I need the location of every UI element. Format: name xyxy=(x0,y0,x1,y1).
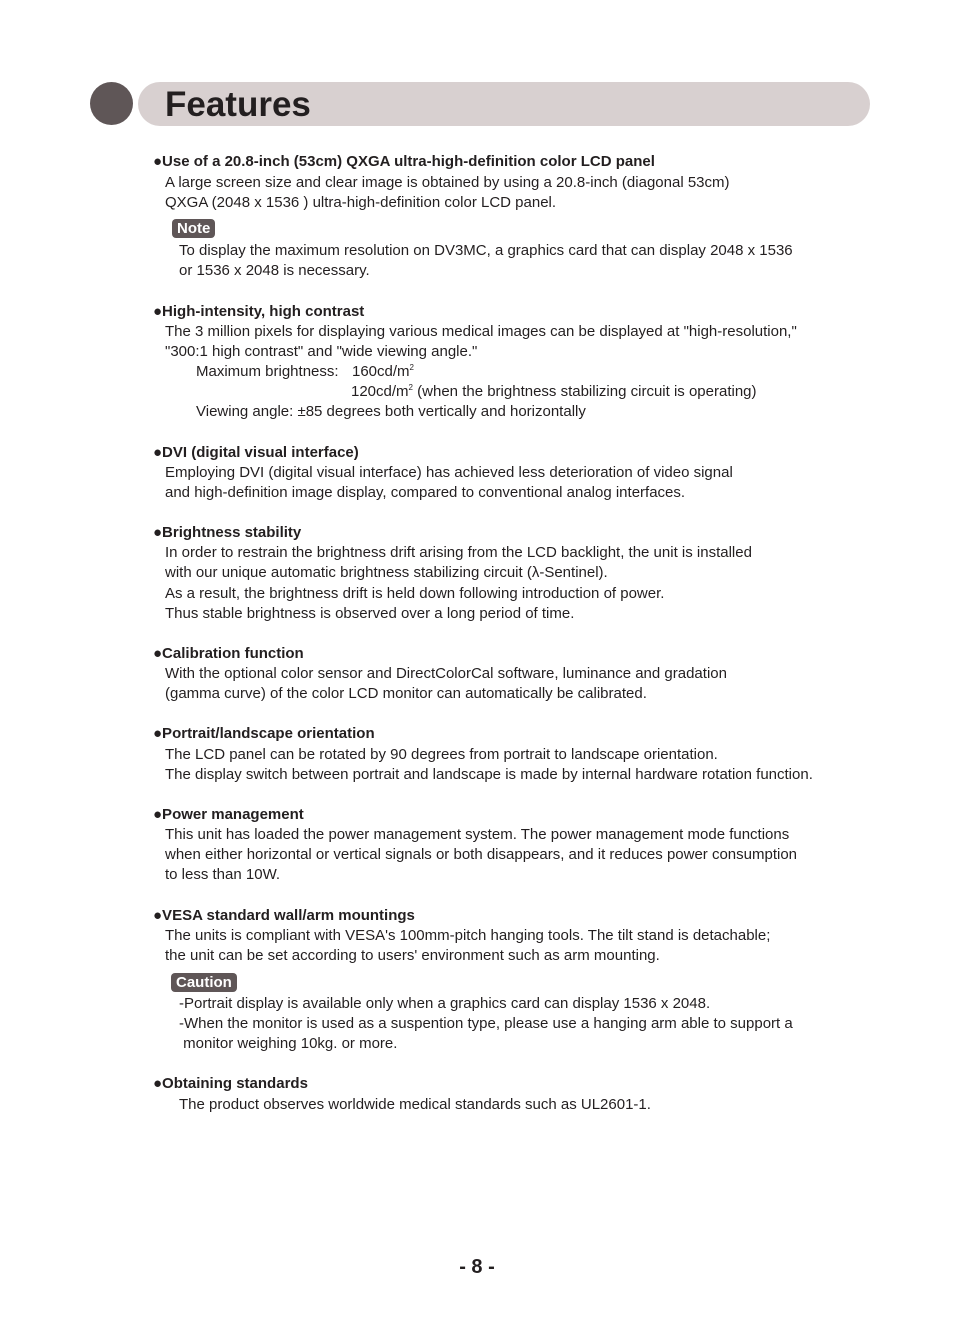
section-text: and high-definition image display, compared to conventional analog interfaces. xyxy=(165,484,686,501)
section-text: the unit can be set according to users' environment such as arm mounting. xyxy=(165,947,660,964)
note-text: or 1536 x 2048 is necessary. xyxy=(179,262,370,279)
section-text: (gamma curve) of the color LCD monitor can automatically be calibrated. xyxy=(165,685,647,702)
header-banner xyxy=(138,82,870,126)
note-text: To display the maximum resolution on DV3MC, a graphics card that can display 2048 x 1536 xyxy=(179,242,793,259)
section-heading-lcd-panel: ●Use of a 20.8-inch (53cm) QXGA ultra-high-definition color LCD panel xyxy=(153,153,655,170)
section-text: With the optional color sensor and DirectColorCal software, luminance and gradation xyxy=(165,665,727,682)
section-text: Thus stable brightness is observed over a long period of time. xyxy=(165,605,575,622)
section-heading-high-contrast: ●High-intensity, high contrast xyxy=(153,303,365,320)
section-text: with our unique automatic brightness stabilizing circuit (λ-Sentinel). xyxy=(165,564,608,581)
section-heading-dvi: ●DVI (digital visual interface) xyxy=(153,444,359,461)
section-text: The units is compliant with VESA's 100mm-pitch hanging tools. The tilt stand is detachable; xyxy=(165,927,771,944)
caution-badge: Caution xyxy=(171,973,237,992)
section-text: when either horizontal or vertical signals or both disappears, and it reduces power consumption xyxy=(165,846,798,863)
section-text: The display switch between portrait and landscape is made by internal hardware rotation function. xyxy=(165,766,813,783)
section-text: The LCD panel can be rotated by 90 degrees from portrait to landscape orientation. xyxy=(165,746,718,763)
section-heading-orientation: ●Portrait/landscape orientation xyxy=(153,725,375,742)
page-title: Features xyxy=(165,85,311,124)
brightness-value-max: $160cd/m^2$ xyxy=(352,363,414,380)
section-text: Employing DVI (digital visual interface) has achieved less deterioration of video signal xyxy=(165,464,733,481)
section-text: to less than 10W. xyxy=(165,866,281,883)
section-heading-power-management: ●Power management xyxy=(153,806,304,823)
brightness-label: Maximum brightness: xyxy=(196,363,339,380)
brightness-value-stabilized: $120cd/m^2$ (when the brightness stabilizing circuit is operating) xyxy=(351,383,757,400)
section-text: The product observes worldwide medical standards such as UL2601-1. xyxy=(179,1096,651,1113)
section-text: "300:1 high contrast" and "wide viewing angle." xyxy=(165,343,478,360)
section-text: A large screen size and clear image is obtained by using a 20.8-inch (diagonal 53cm) xyxy=(165,174,730,191)
note-badge: Note xyxy=(172,219,215,238)
section-text: In order to restrain the brightness drift arising from the LCD backlight, the unit is installed xyxy=(165,544,752,561)
caution-text: -Portrait display is available only when a graphics card can display 1536 x 2048. xyxy=(179,995,711,1012)
section-text: This unit has loaded the power management system. The power management mode functions xyxy=(165,826,790,843)
caution-text: monitor weighing 10kg. or more. xyxy=(179,1035,398,1052)
section-text: As a result, the brightness drift is held down following introduction of power. xyxy=(165,585,665,602)
header-circle-marker xyxy=(90,82,133,125)
section-heading-vesa: ●VESA standard wall/arm mountings xyxy=(153,907,415,924)
section-text: QXGA (2048 x 1536 ) ultra-high-definition color LCD panel. xyxy=(165,194,557,211)
section-heading-calibration: ●Calibration function xyxy=(153,645,304,662)
section-heading-standards: ●Obtaining standards xyxy=(153,1075,308,1092)
section-heading-brightness-stability: ●Brightness stability xyxy=(153,524,302,541)
section-text: The 3 million pixels for displaying various medical images can be displayed at "high-resolution," xyxy=(165,323,797,340)
page-number: - 8 - xyxy=(459,1256,495,1278)
viewing-angle-text: Viewing angle: ±85 degrees both vertically and horizontally xyxy=(196,403,586,420)
caution-text: -When the monitor is used as a suspention type, please use a hanging arm able to support a xyxy=(179,1015,793,1032)
